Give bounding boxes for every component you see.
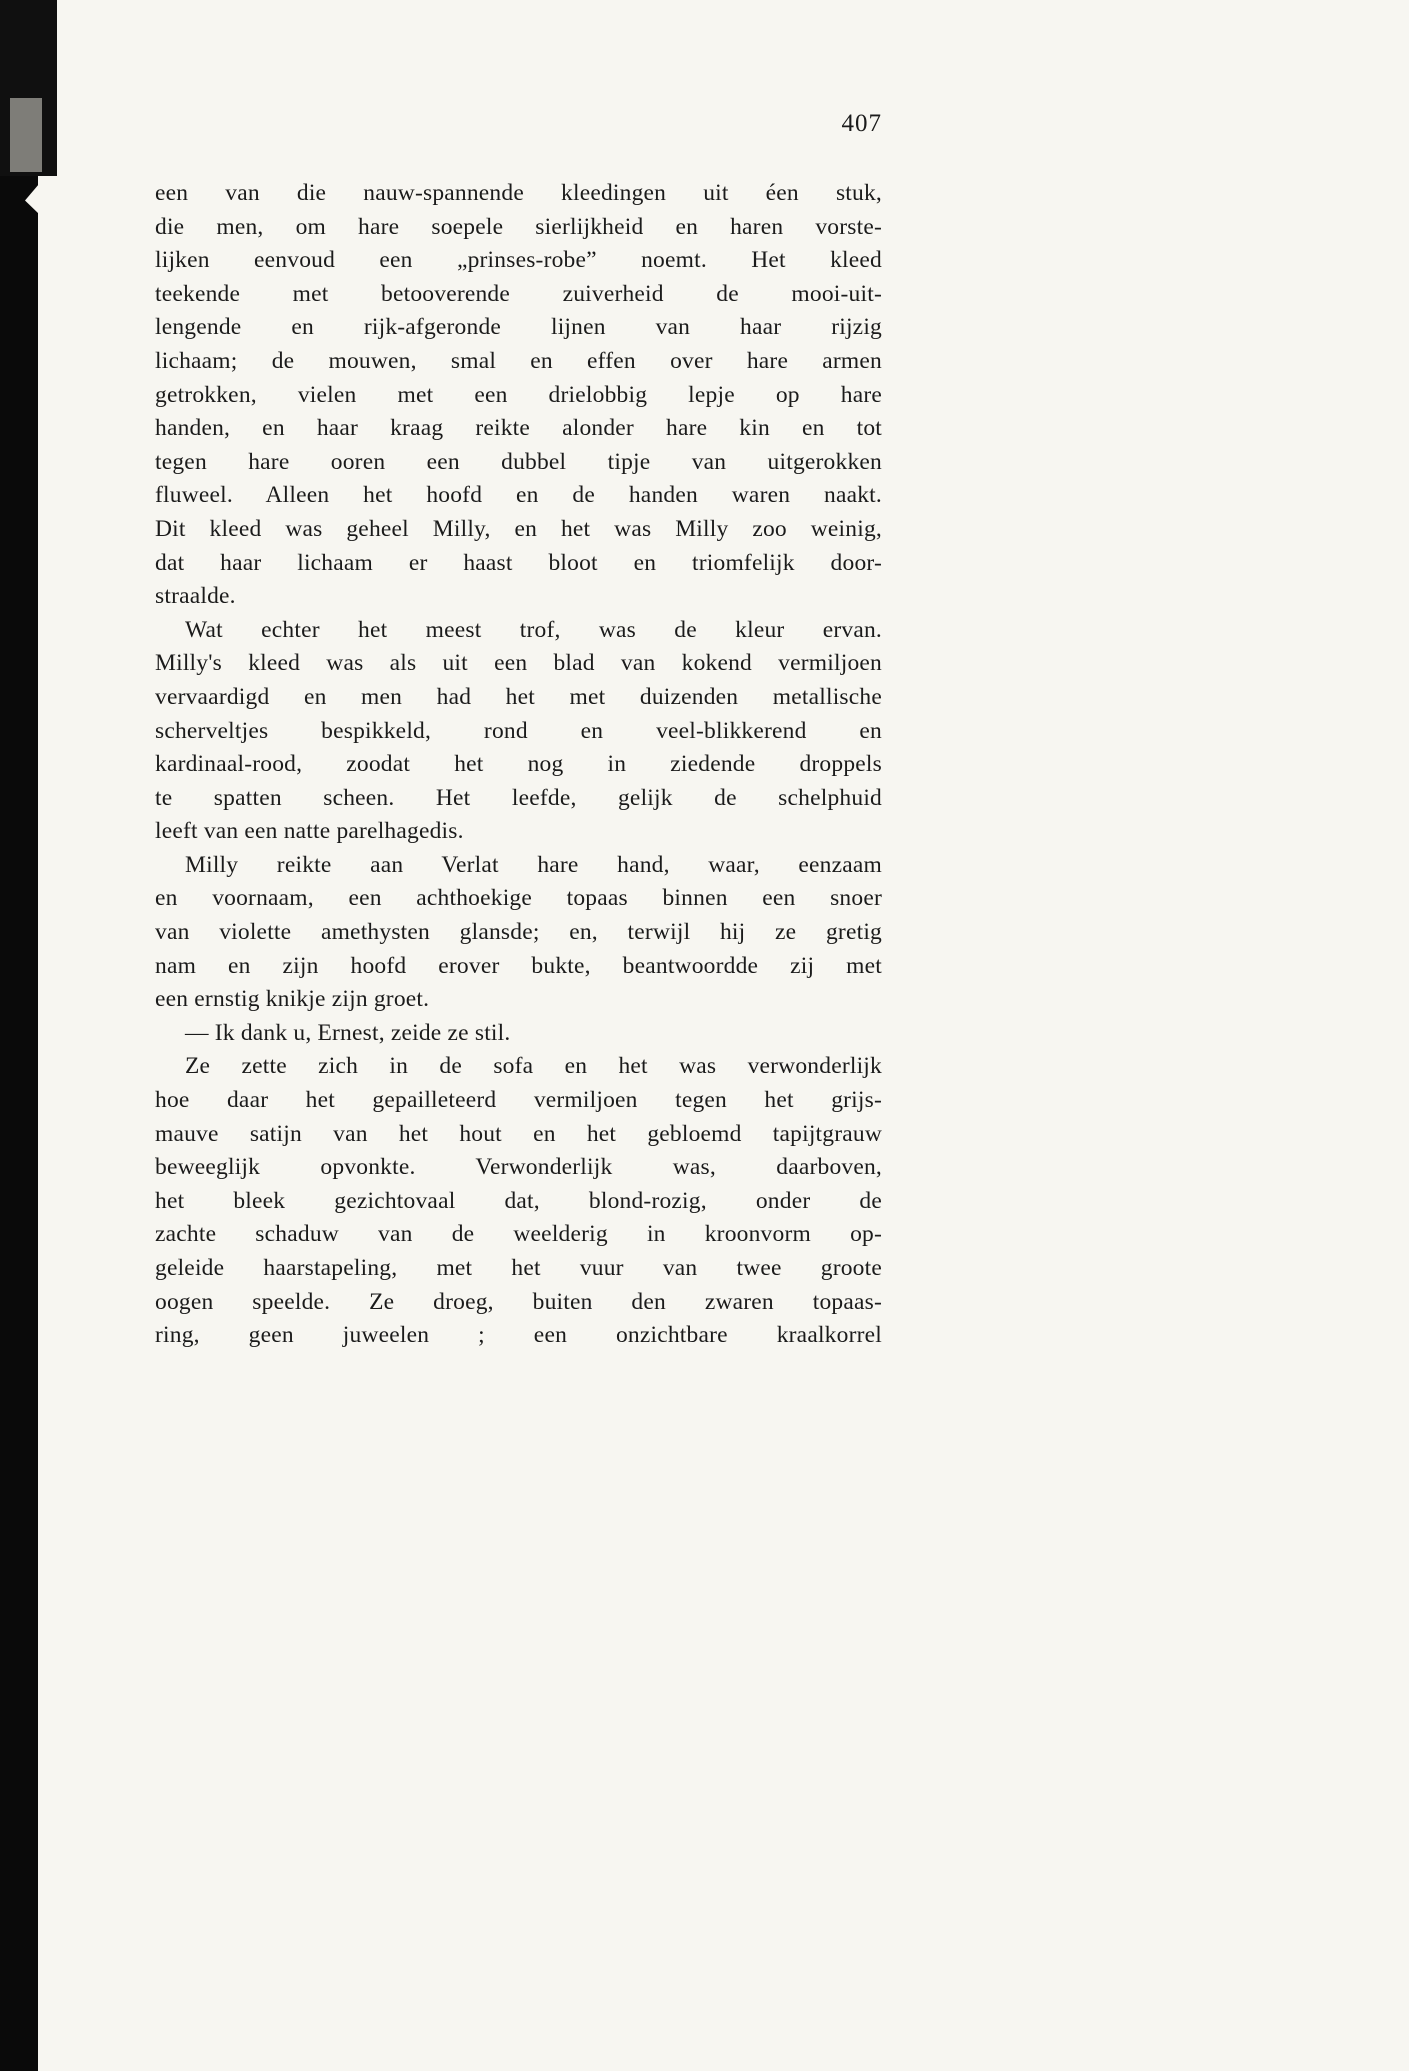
- text-line: en voornaam, een achthoekige topaas binnen een snoer: [155, 885, 882, 912]
- text-line: mauve satijn van het hout en het gebloemd tapijtgrauw: [155, 1120, 882, 1147]
- text-line: beweeglijk opvonkte. Verwonderlijk was, daarboven,: [155, 1154, 882, 1181]
- page-number: 407: [841, 110, 882, 137]
- text-line: dat haar lichaam er haast bloot en triomfelijk door-: [155, 549, 882, 576]
- text-line: hoe daar het gepailleteerd vermiljoen tegen het grijs-: [155, 1087, 882, 1114]
- text-line: getrokken, vielen met een drielobbig lepje op hare: [155, 381, 882, 408]
- text-line: lengende en rijk-afgeronde lijnen van haar rijzig: [155, 314, 882, 341]
- text-line: teekende met betooverende zuiverheid de mooi-uit-: [155, 280, 882, 307]
- text-line: zachte schaduw van de weelderig in kroonvorm op-: [155, 1221, 882, 1248]
- text-line: scherveltjes bespikkeld, rond en veel-blikkerend en: [155, 717, 882, 744]
- text-line: fluweel. Alleen het hoofd en de handen waren naakt.: [155, 482, 882, 509]
- text-line: te spatten scheen. Het leefde, gelijk de schelphuid: [155, 784, 882, 811]
- text-line: handen, en haar kraag reikte alonder hare kin en tot: [155, 415, 882, 442]
- text-line: een van die nauw-spannende kleedingen uit éen stuk,: [155, 180, 882, 206]
- binding-edge-gray-patch: [10, 98, 42, 172]
- text-line: Ze zette zich in de sofa en het was verwonderlijk: [185, 1053, 882, 1080]
- text-line: nam en zijn hoofd erover bukte, beantwoordde zij met: [155, 952, 882, 979]
- text-line: kardinaal-rood, zoodat het nog in ziedende droppels: [155, 751, 882, 778]
- text-line: tegen hare ooren een dubbel tipje van uitgerokken: [155, 448, 882, 475]
- text-line: het bleek gezichtovaal dat, blond-rozig, onder de: [155, 1187, 882, 1214]
- text-line: — Ik dank u, Ernest, zeide ze stil.: [185, 1019, 511, 1046]
- text-block: [155, 177, 882, 1353]
- text-line: vervaardigd en men had het met duizenden metallische: [155, 683, 882, 710]
- text-line: lijken eenvoud een „prinses-robe” noemt. Het kleed: [155, 247, 882, 274]
- text-line: leeft van een natte parelhagedis.: [155, 818, 464, 845]
- text-line: Milly's kleed was als uit een blad van kokend vermiljoen: [155, 650, 882, 677]
- text-line: ring, geen juweelen ; een onzichtbare kraalkorrel: [155, 1322, 882, 1349]
- text-line: Milly reikte aan Verlat hare hand, waar, eenzaam: [185, 851, 882, 878]
- text-line: geleide haarstapeling, met het vuur van twee groote: [155, 1255, 882, 1281]
- text-line: Dit kleed was geheel Milly, en het was Milly zoo weinig,: [155, 515, 882, 542]
- text-line: van violette amethysten glansde; en, terwijl hij ze gretig: [155, 919, 882, 946]
- text-line: een ernstig knikje zijn groet.: [155, 986, 430, 1013]
- text-line: oogen speelde. Ze droeg, buiten den zwaren topaas-: [155, 1288, 882, 1315]
- text-line: die men, om hare soepele sierlijkheid en haren vorste-: [155, 213, 882, 240]
- text-line: straalde.: [155, 583, 236, 610]
- text-line: lichaam; de mouwen, smal en effen over hare armen: [155, 347, 882, 374]
- text-line: Wat echter het meest trof, was de kleur ervan.: [185, 616, 882, 643]
- binding-edge-bar: [0, 0, 38, 2071]
